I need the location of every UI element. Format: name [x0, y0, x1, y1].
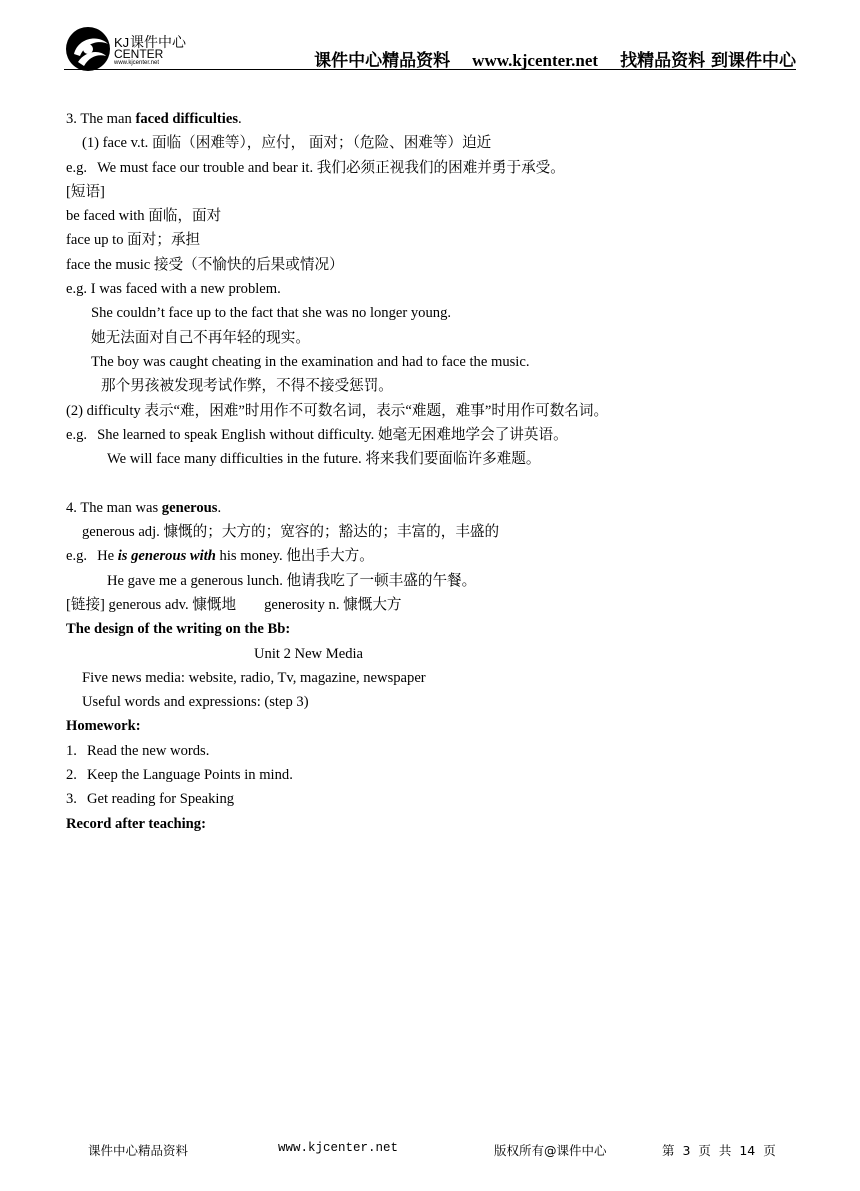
face-definition: (1) face v.t. 面临（困难等），应付， 面对；（危险、困难等）迫近 — [82, 135, 492, 152]
section3-heading: 3. The man faced difficulties. — [66, 111, 242, 127]
design-useful: Useful words and expressions: (step 3) — [82, 694, 309, 711]
phrase-example-1: e.g. I was faced with a new problem. — [66, 281, 281, 298]
kjcenter-logo — [64, 24, 204, 74]
header-divider — [64, 69, 796, 70]
generous-example-2: He gave me a generous lunch. 他请我吃了一顿丰盛的午餐。 — [107, 572, 477, 589]
design-media: Five news media: website, radio, Tv, magazine, newspaper — [82, 669, 426, 686]
document-body — [66, 107, 806, 836]
phrase-example-2-cn: 她无法面对自己不再年轻的现实。 — [91, 329, 310, 346]
logo-kj-text: KJ — [114, 35, 130, 50]
homework-item: 1. Read the new words. — [66, 742, 210, 759]
difficulty-example-1: e.g. She learned to speak English without difficulty. 她毫无困难地学会了讲英语。 — [66, 426, 568, 443]
homework-item: 2. Keep the Language Points in mind. — [66, 767, 293, 784]
logo-center-text: CENTER — [114, 47, 164, 61]
logo-url-text: www.kjcenter.net — [114, 60, 160, 66]
phrase-example-2: She couldn’t face up to the fact that she was no longer young. — [91, 305, 452, 322]
footer-copyright: 版权所有@课件中心 — [494, 1143, 607, 1158]
face-example: e.g. We must face our trouble and bear it. 我们必须正视我们的困难并勇于承受。 — [66, 159, 565, 176]
phrase-example-3: The boy was caught cheating in the examination and had to face the music. — [91, 353, 530, 370]
generous-definition: generous adj. 慷慨的；大方的；宽容的；豁达的；丰富的，丰盛的 — [82, 524, 500, 541]
footer-url: www.kjcenter.net — [278, 1141, 399, 1155]
footer-brand: 课件中心精品资料 — [88, 1143, 189, 1158]
logo-cn-text: 课件中心 — [130, 35, 186, 51]
design-unit-title: Unit 2 New Media — [254, 645, 364, 662]
homework-item: 3. Get reading for Speaking — [66, 791, 235, 808]
header-title-2: www.kjcenter.net — [472, 51, 599, 70]
page-header — [64, 24, 796, 72]
difficulty-example-2: We will face many difficulties in the future. 将来我们要面临许多难题。 — [107, 451, 541, 468]
footer-page-number: 第 3 页 共 14 页 — [662, 1143, 776, 1158]
generous-example-1: e.g. He is generous with his money. 他出手大方。 — [66, 548, 374, 565]
swirl-logo-icon — [64, 24, 116, 74]
homework-heading: Homework: — [66, 718, 141, 735]
section4-heading: 4. The man was generous. — [66, 499, 222, 516]
phrase-faced-with: be faced with 面临，面对 — [66, 208, 222, 225]
phrase-example-3-cn: 那个男孩被发现考试作弊，不得不接受惩罚。 — [101, 378, 393, 395]
phrase-face-up-to: face up to 面对；承担 — [66, 232, 201, 249]
header-title — [292, 46, 796, 71]
record-heading: Record after teaching: — [66, 815, 206, 832]
difficulty-definition: (2) difficulty 表示“难，困难”时用作不可数名词，表示“难题，难事”时用作可数名词。 — [66, 402, 609, 419]
header-title-3: 找精品资料 到课件中心 — [620, 51, 796, 71]
design-heading: The design of the writing on the Bb: — [66, 621, 291, 638]
generous-link: [链接] generous adv. 慷慨地 generosity n. 慷慨大方 — [66, 596, 402, 613]
phrase-face-the-music: face the music 接受（不愉快的后果或情况） — [66, 256, 344, 273]
phrase-label: [短语] — [66, 183, 105, 200]
header-title-1: 课件中心精品资料 — [314, 51, 451, 71]
